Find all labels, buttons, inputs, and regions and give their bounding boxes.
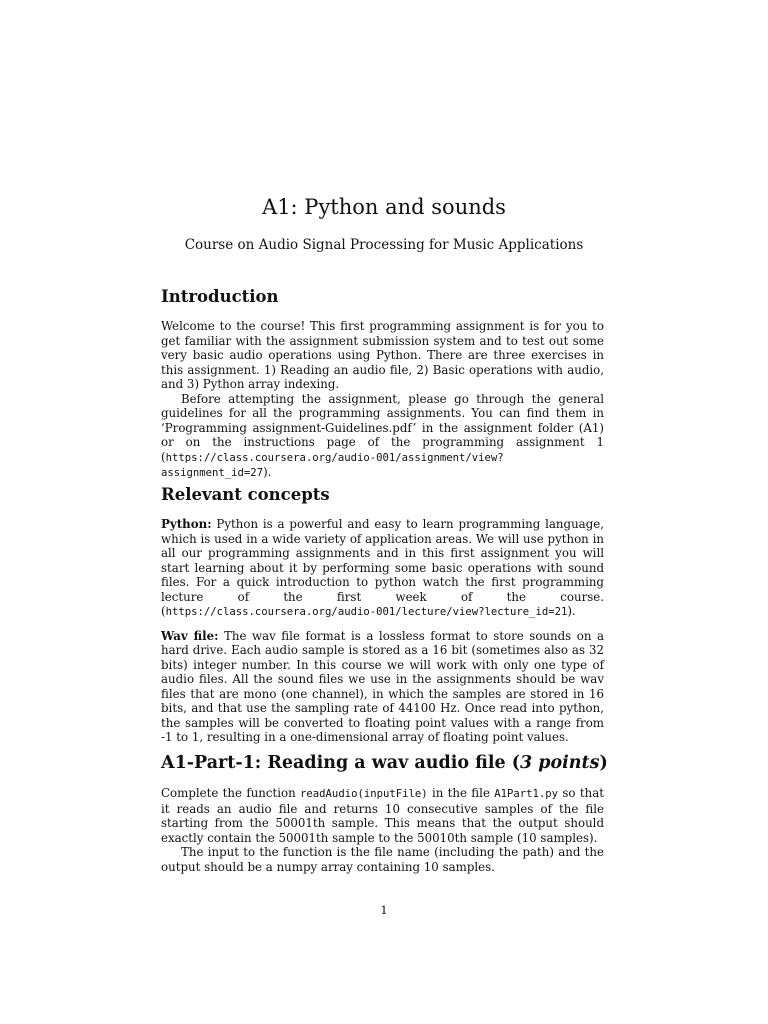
introduction-paragraph-2-text: Before attempting the assignment, please go through the general guidelines for all the programming assignments. You can find them in ‘Programming assignment-Guidelines.pdf’ in the assignment folder (A1) or on the instructions page of the programming assignment 1 ( xyxy=(161,391,604,464)
part1-heading-close: ) xyxy=(599,753,608,773)
document-title: A1: Python and sounds xyxy=(262,195,506,219)
python-paragraph-end: ). xyxy=(567,604,576,618)
document-subtitle: Course on Audio Signal Processing for Music Applications xyxy=(184,237,584,253)
python-description: Python is a powerful and easy to learn programming language, which is used in a wide variety of application areas. We will use python in all our programming assignments and in this first assignment you will start learning about it by performing some basic operations with sound files. For a quick introduction to python watch the first programming lecture of the first week of the course. ( xyxy=(161,517,604,618)
part1-heading xyxy=(161,753,608,773)
introduction-body xyxy=(161,319,604,481)
part1-paragraph-1-end: so that it reads an audio file and returns 10 consecutive samples of the file starting from the 50001th sample. This means that the output should exactly contain the 50001th sample to the 50010th sample (10 samples). xyxy=(161,786,604,845)
wav-file-paragraph xyxy=(161,629,604,745)
part1-body xyxy=(161,786,604,874)
part1-paragraph-1 xyxy=(161,786,604,845)
part1-paragraph-2: The input to the function is the file name (including the path) and the output should be a numpy array containing 10 samples. xyxy=(161,845,604,874)
python-term: Python: xyxy=(161,517,212,531)
assignment-url-link[interactable]: https://class.coursera.org/audio-001/assignment/view?assignment_id=27 xyxy=(161,451,504,479)
part1-paragraph-1-text: Complete the function xyxy=(161,786,301,800)
introduction-paragraph-2 xyxy=(161,392,604,481)
page-number: 1 xyxy=(380,903,388,917)
part1-heading-points: 3 points xyxy=(519,753,600,773)
introduction-heading: Introduction xyxy=(161,287,279,306)
relevant-concepts-heading: Relevant concepts xyxy=(161,485,330,504)
part1-heading-text: A1-Part-1: Reading a wav audio file ( xyxy=(161,753,520,773)
python-paragraph xyxy=(161,517,604,620)
file-name-code: A1Part1.py xyxy=(494,788,559,800)
function-name-code: readAudio(inputFile) xyxy=(300,788,428,800)
relevant-concepts-body xyxy=(161,517,604,745)
lecture-url-link[interactable]: https://class.coursera.org/audio-001/lecture/view?lecture_id=21 xyxy=(165,606,568,618)
wav-file-description: The wav file format is a lossless format to store sounds on a hard drive. Each audio sample is stored as a 16 bit (sometimes also as 32 bits) integer number. In this course we will work with only one type of audio files. All the sound files we use in the assignments should be wav files that are mono (one channel), in which the samples are stored in 16 bits, and that use the sampling rate of 44100 Hz. Once read into python, the samples will be converted to floating point values with a range from -1 to 1, resulting in a one-dimensional array of floating point values. xyxy=(161,628,604,744)
part1-paragraph-1-mid: in the file xyxy=(427,786,495,800)
introduction-paragraph-2-end: ). xyxy=(263,465,272,479)
introduction-paragraph-1: Welcome to the course! This first programming assignment is for you to get familiar with the assignment submission system and to test out some very basic audio operations using Python. There are three exercises in this assignment. 1) Reading an audio file, 2) Basic operations with audio, and 3) Python array indexing. xyxy=(161,319,604,391)
wav-file-term: Wav file: xyxy=(161,628,219,643)
